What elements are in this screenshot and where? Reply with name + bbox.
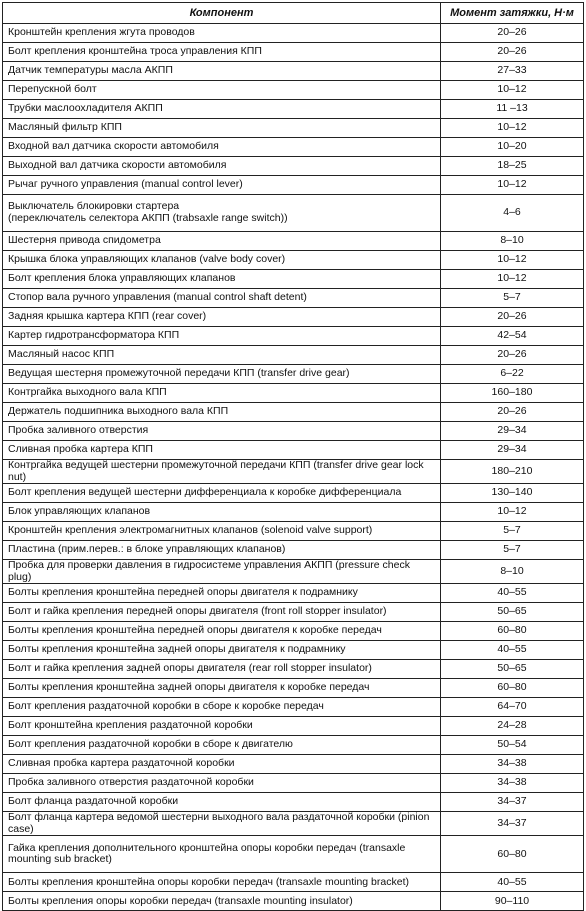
table-row: [3, 679, 584, 698]
table-row: [3, 100, 584, 119]
component-cell: Выключатель блокировки стартера (переключатель селектора АКПП (trabsaxle range switch)): [3, 195, 441, 232]
torque-cell: 4–6: [441, 195, 584, 232]
torque-cell: 34–37: [441, 793, 584, 812]
table-row: [3, 346, 584, 365]
table-row: [3, 503, 584, 522]
component-cell: Пробка заливного отверстия: [3, 422, 441, 441]
component-cell: Масляный насос КПП: [3, 346, 441, 365]
table-row: [3, 43, 584, 62]
component-cell: Кронштейн крепления электромагнитных клапанов (solenoid valve support): [3, 522, 441, 541]
component-cell: Контргайка выходного вала КПП: [3, 384, 441, 403]
table-row: [3, 232, 584, 251]
component-cell: Болты крепления кронштейна задней опоры двигателя к коробке передач: [3, 679, 441, 698]
component-cell: Пробка для проверки давления в гидросистеме управления АКПП (pressure check plug): [3, 560, 441, 584]
table-row: [3, 484, 584, 503]
component-cell: Болт кронштейна крепления раздаточной коробки: [3, 717, 441, 736]
component-cell: Масляный фильтр КПП: [3, 119, 441, 138]
table-row: [3, 736, 584, 755]
torque-cell: 10–12: [441, 81, 584, 100]
table-row: [3, 584, 584, 603]
component-cell: Трубки маслоохладителя АКПП: [3, 100, 441, 119]
component-cell: Перепускной болт: [3, 81, 441, 100]
table-row: [3, 522, 584, 541]
table-row: [3, 698, 584, 717]
table-row: [3, 365, 584, 384]
torque-cell: 34–38: [441, 774, 584, 793]
table-row: [3, 62, 584, 81]
component-cell: Болт крепления раздаточной коробки в сборе к двигателю: [3, 736, 441, 755]
component-cell: Болт фланца раздаточной коробки: [3, 793, 441, 812]
torque-cell: 20–26: [441, 24, 584, 43]
component-cell: Болты крепления кронштейна передней опоры двигателя к подрамнику: [3, 584, 441, 603]
torque-cell: 60–80: [441, 622, 584, 641]
component-cell: Болты крепления кронштейна задней опоры двигателя к подрамнику: [3, 641, 441, 660]
component-cell: Болт крепления блока управляющих клапанов: [3, 270, 441, 289]
table-row: [3, 603, 584, 622]
component-cell: Гайка крепления дополнительного кронштейна опоры коробки передач (transaxle mounting sub bracket): [3, 836, 441, 873]
torque-cell: 130–140: [441, 484, 584, 503]
torque-cell: 20–26: [441, 346, 584, 365]
torque-cell: 5–7: [441, 289, 584, 308]
torque-cell: 40–55: [441, 641, 584, 660]
torque-cell: 10–12: [441, 503, 584, 522]
component-cell: Рычаг ручного управления (manual control lever): [3, 176, 441, 195]
component-cell: Болт и гайка крепления передней опоры двигателя (front roll stopper insulator): [3, 603, 441, 622]
torque-cell: 29–34: [441, 422, 584, 441]
component-cell: Шестерня привода спидометра: [3, 232, 441, 251]
torque-cell: 20–26: [441, 403, 584, 422]
table-row: [3, 836, 584, 873]
table-row: [3, 422, 584, 441]
torque-cell: 5–7: [441, 522, 584, 541]
torque-cell: 24–28: [441, 717, 584, 736]
torque-cell: 20–26: [441, 308, 584, 327]
component-cell: Болты крепления кронштейна передней опоры двигателя к коробке передач: [3, 622, 441, 641]
component-cell: Датчик температуры масла АКПП: [3, 62, 441, 81]
component-cell: Болт крепления раздаточной коробки в сборе к коробке передач: [3, 698, 441, 717]
torque-cell: 20–26: [441, 43, 584, 62]
component-cell: Стопор вала ручного управления (manual control shaft detent): [3, 289, 441, 308]
table-row: [3, 176, 584, 195]
torque-cell: 10–12: [441, 119, 584, 138]
component-cell: Пластина (прим.перев.: в блоке управляющих клапанов): [3, 541, 441, 560]
table-row: [3, 308, 584, 327]
torque-cell: 160–180: [441, 384, 584, 403]
component-cell: Болты крепления опоры коробки передач (transaxle mounting insulator): [3, 892, 441, 911]
torque-cell: 60–80: [441, 679, 584, 698]
column-header-component: Компонент: [3, 3, 441, 24]
torque-cell: 40–55: [441, 873, 584, 892]
table-row: [3, 755, 584, 774]
table-row: [3, 403, 584, 422]
torque-cell: 8–10: [441, 560, 584, 584]
table-row: [3, 24, 584, 43]
component-cell: Кронштейн крепления жгута проводов: [3, 24, 441, 43]
component-cell: Болт и гайка крепления задней опоры двигателя (rear roll stopper insulator): [3, 660, 441, 679]
table-row: [3, 81, 584, 100]
component-cell: Картер гидротрансформатора КПП: [3, 327, 441, 346]
table-row: [3, 774, 584, 793]
table-row: [3, 793, 584, 812]
torque-cell: 60–80: [441, 836, 584, 873]
table-row: [3, 138, 584, 157]
torque-cell: 34–37: [441, 812, 584, 836]
table-row: [3, 660, 584, 679]
component-cell: Болт фланца картера ведомой шестерни выходного вала раздаточной коробки (pinion case): [3, 812, 441, 836]
torque-cell: 64–70: [441, 698, 584, 717]
torque-cell: 5–7: [441, 541, 584, 560]
torque-cell: 10–20: [441, 138, 584, 157]
table-row: [3, 460, 584, 484]
table-row: [3, 641, 584, 660]
torque-cell: 180–210: [441, 460, 584, 484]
torque-cell: 10–12: [441, 176, 584, 195]
torque-cell: 90–110: [441, 892, 584, 911]
table-row: [3, 892, 584, 911]
component-cell: Крышка блока управляющих клапанов (valve body cover): [3, 251, 441, 270]
table-row: [3, 812, 584, 836]
component-cell: Входной вал датчика скорости автомобиля: [3, 138, 441, 157]
torque-cell: 6–22: [441, 365, 584, 384]
table-row: [3, 560, 584, 584]
torque-cell: 11 –13: [441, 100, 584, 119]
torque-cell: 29–34: [441, 441, 584, 460]
table-row: [3, 157, 584, 176]
table-row: [3, 195, 584, 232]
component-cell: Задняя крышка картера КПП (rear cover): [3, 308, 441, 327]
component-cell: Сливная пробка картера КПП: [3, 441, 441, 460]
table-header-row: [3, 3, 584, 24]
torque-cell: 50–65: [441, 603, 584, 622]
table-row: [3, 327, 584, 346]
table-row: [3, 717, 584, 736]
table-row: [3, 289, 584, 308]
component-cell: Ведущая шестерня промежуточной передачи КПП (transfer drive gear): [3, 365, 441, 384]
component-cell: Болты крепления кронштейна опоры коробки передач (transaxle mounting bracket): [3, 873, 441, 892]
torque-cell: 50–54: [441, 736, 584, 755]
torque-cell: 40–55: [441, 584, 584, 603]
table-row: [3, 119, 584, 138]
torque-cell: 18–25: [441, 157, 584, 176]
torque-cell: 8–10: [441, 232, 584, 251]
component-cell: Держатель подшипника выходного вала КПП: [3, 403, 441, 422]
torque-spec-document: [2, 2, 583, 911]
component-cell: Выходной вал датчика скорости автомобиля: [3, 157, 441, 176]
torque-cell: 27–33: [441, 62, 584, 81]
torque-cell: 34–38: [441, 755, 584, 774]
torque-cell: 50–65: [441, 660, 584, 679]
table-row: [3, 873, 584, 892]
table-row: [3, 384, 584, 403]
column-header-torque: Момент затяжки, Н·м: [441, 3, 584, 24]
table-row: [3, 441, 584, 460]
table-row: [3, 251, 584, 270]
table-row: [3, 622, 584, 641]
table-row: [3, 270, 584, 289]
component-cell: Болт крепления ведущей шестерни дифференциала к коробке дифференциала: [3, 484, 441, 503]
torque-table: [2, 2, 584, 911]
component-cell: Контргайка ведущей шестерни промежуточной передачи КПП (transfer drive gear lock nut): [3, 460, 441, 484]
component-cell: Болт крепления кронштейна троса управления КПП: [3, 43, 441, 62]
torque-cell: 42–54: [441, 327, 584, 346]
component-cell: Пробка заливного отверстия раздаточной коробки: [3, 774, 441, 793]
component-cell: Сливная пробка картера раздаточной коробки: [3, 755, 441, 774]
table-row: [3, 541, 584, 560]
torque-cell: 10–12: [441, 251, 584, 270]
component-cell: Блок управляющих клапанов: [3, 503, 441, 522]
table-body: [3, 24, 584, 911]
torque-cell: 10–12: [441, 270, 584, 289]
